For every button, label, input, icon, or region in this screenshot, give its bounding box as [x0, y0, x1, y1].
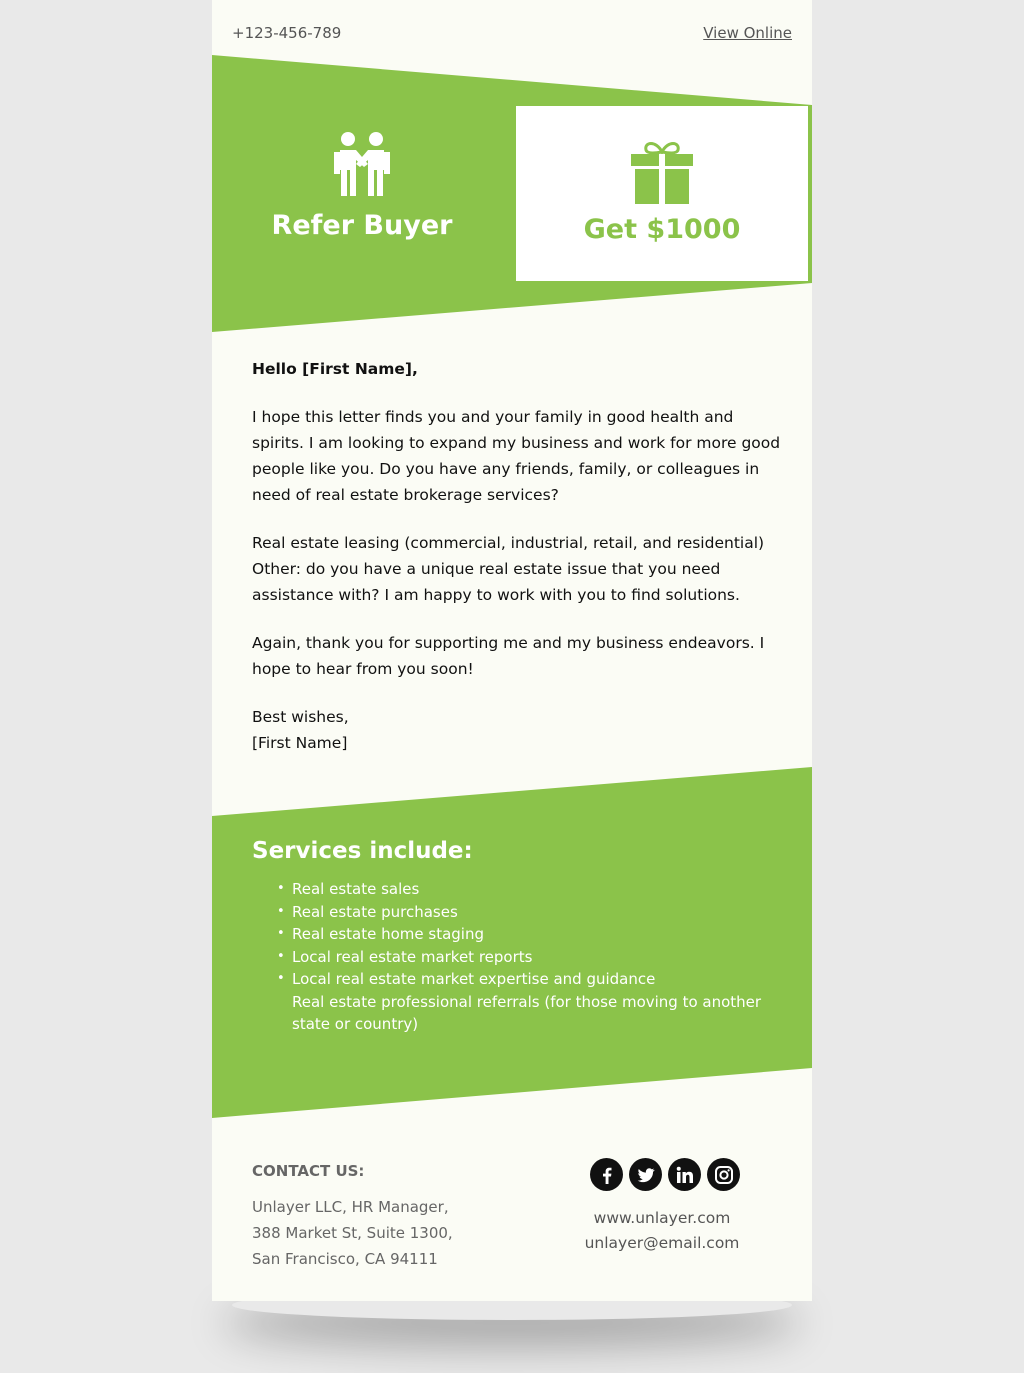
website-link[interactable]: www.unlayer.com	[593, 1209, 731, 1227]
services-title: Services include:	[252, 838, 473, 864]
instagram-icon[interactable]	[707, 1158, 740, 1191]
top-bar	[212, 0, 812, 56]
address-line: San Francisco, CA 94111	[252, 1250, 438, 1268]
letter-paragraph: Real estate leasing (commercial, industrial, retail, and residential) Other: do you have a unique real estate issue that you need assistance with? I am happy to work with you to find solutions.	[252, 534, 765, 604]
list-item: Real estate professional referrals (for those moving to another state or country)	[292, 992, 762, 1033]
signature: [First Name]	[252, 734, 348, 752]
closing: Best wishes,	[252, 708, 349, 726]
contact-block	[252, 1162, 512, 1272]
social-links	[590, 1158, 740, 1191]
facebook-icon[interactable]	[590, 1158, 623, 1191]
email-card	[212, 0, 812, 1301]
email-link[interactable]: unlayer@email.com	[584, 1234, 740, 1252]
refer-buyer-title: Refer Buyer	[271, 210, 453, 241]
twitter-icon[interactable]	[629, 1158, 662, 1191]
view-online-link[interactable]: View Online	[703, 24, 792, 42]
reward-box	[516, 106, 808, 281]
services-section	[252, 838, 772, 1036]
web-contact	[552, 1206, 772, 1256]
handshake-icon	[332, 130, 392, 200]
letter-paragraph: I hope this letter finds you and your family in good health and spirits. I am looking to expand my business and work for more good people like you. Do you have any friends, family, or colleagues in need of real estate brokerage services?	[252, 408, 781, 504]
address-line: Unlayer LLC, HR Manager,	[252, 1198, 449, 1216]
letter-paragraph: Again, thank you for supporting me and my business endeavors. I hope to hear from you soon!	[252, 634, 765, 678]
contact-heading: CONTACT US:	[252, 1162, 365, 1180]
gift-icon	[630, 140, 694, 204]
refer-buyer-block	[212, 130, 512, 241]
list-item: • Local real estate market expertise and guidance	[292, 968, 772, 991]
list-item: • Local real estate market reports	[292, 946, 772, 969]
linkedin-icon[interactable]	[668, 1158, 701, 1191]
phone-number: +123-456-789	[232, 24, 342, 42]
list-item: • Real estate purchases	[292, 901, 772, 924]
services-list	[292, 878, 772, 1036]
list-item: • Real estate home staging	[292, 923, 772, 946]
list-item: • Real estate sales	[292, 878, 772, 901]
letter-body	[252, 356, 782, 756]
address-line: 388 Market St, Suite 1300,	[252, 1224, 453, 1242]
reward-title: Get $1000	[583, 214, 741, 245]
greeting: Hello [First Name],	[252, 360, 418, 378]
